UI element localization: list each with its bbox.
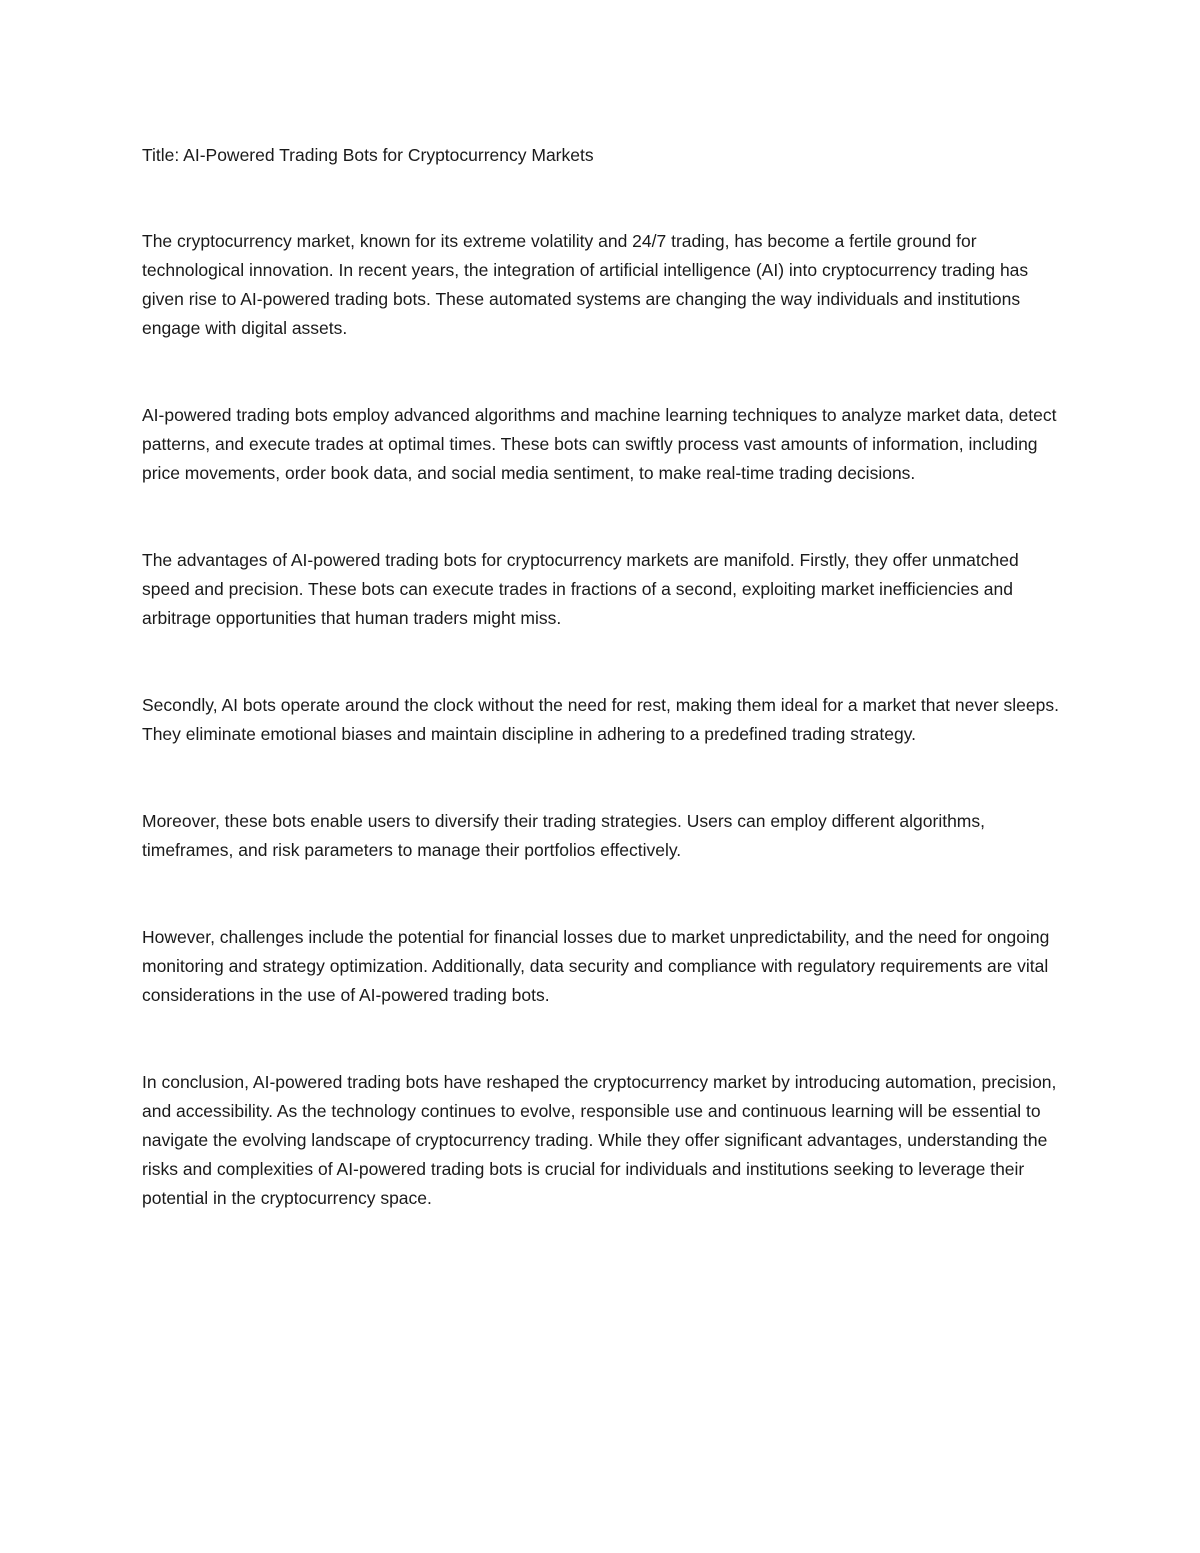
- document-title: Title: AI-Powered Trading Bots for Cryptocurrency Markets: [142, 145, 594, 165]
- paragraph-how-bots-work: AI-powered trading bots employ advanced algorithms and machine learning techniques to analyze market data, detect patterns, and execute trades at optimal times. These bots can swiftly process vast amounts of information, including price movements, order book data, and social media sentiment, to make real-time trading decisions.: [142, 405, 1057, 483]
- document-body: [142, 141, 1060, 1271]
- paragraph-conclusion: In conclusion, AI-powered trading bots have reshaped the cryptocurrency market by introducing automation, precision, and accessibility. As the technology continues to evolve, responsible use and continuous learning will be essential to navigate the evolving landscape of cryptocurrency trading. While they offer significant advantages, understanding the risks and complexities of AI-powered trading bots is crucial for individuals and institutions seeking to leverage their potential in the cryptocurrency space.: [142, 1072, 1057, 1208]
- paragraph-diversify: Moreover, these bots enable users to diversify their trading strategies. Users can employ different algorithms, timeframes, and risk parameters to manage their portfolios effectively.: [142, 811, 985, 860]
- paragraph-intro: The cryptocurrency market, known for its extreme volatility and 24/7 trading, has become a fertile ground for technological innovation. In recent years, the integration of artificial intelligence (AI) into cryptocurrency trading has given rise to AI-powered trading bots. These automated systems are changing the way individuals and institutions engage with digital assets.: [142, 231, 1029, 338]
- paragraph-challenges: However, challenges include the potential for financial losses due to market unpredictability, and the need for ongoing monitoring and strategy optimization. Additionally, data security and compliance with regulatory requirements are vital considerations in the use of AI-powered trading bots.: [142, 927, 1050, 1005]
- paragraph-around-the-clock: Secondly, AI bots operate around the clock without the need for rest, making them ideal for a market that never sleeps. They eliminate emotional biases and maintain discipline in adhering to a predefined trading strategy.: [142, 695, 1059, 744]
- paragraph-advantages: The advantages of AI-powered trading bots for cryptocurrency markets are manifold. Firstly, they offer unmatched speed and precision. These bots can execute trades in fractions of a second, exploiting market inefficiencies and arbitrage opportunities that human traders might miss.: [142, 550, 1019, 628]
